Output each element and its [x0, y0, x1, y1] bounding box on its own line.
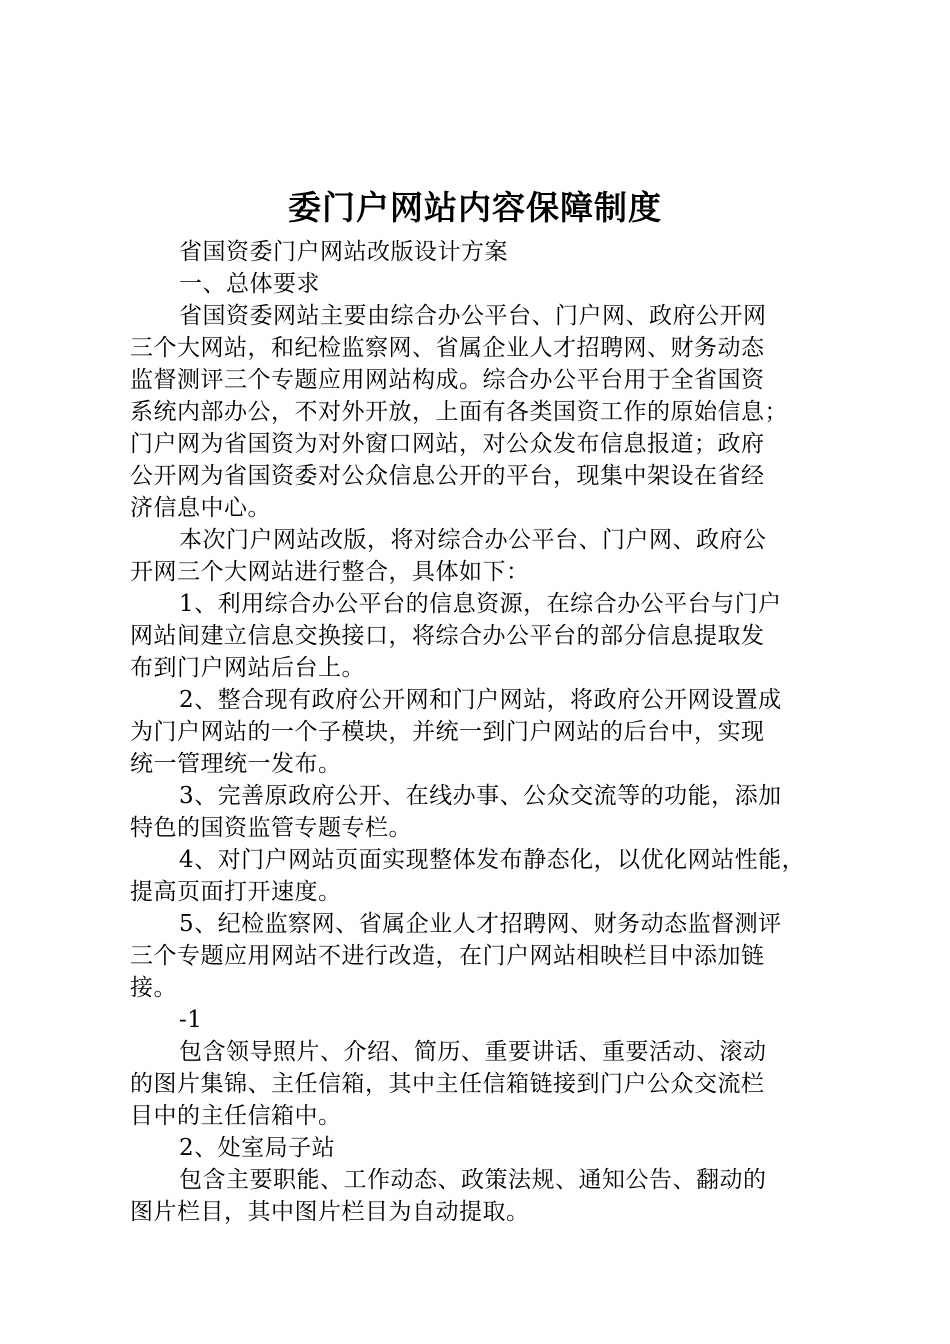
body-line: 目中的主任信箱中。 — [130, 1103, 342, 1129]
body-line: -1 — [179, 1007, 203, 1033]
body-line: 图片栏目，其中图片栏目为自动提取。 — [130, 1199, 530, 1225]
body-line: 门户网为省国资为对外窗口网站，对公众发布信息报道；政府 — [130, 431, 765, 457]
body-line: 提高页面打开速度。 — [130, 879, 342, 905]
body-line: 三个专题应用网站不进行改造，在门户网站相映栏目中添加链 — [130, 943, 765, 969]
body-line: 三个大网站，和纪检监察网、省属企业人才招聘网、财务动态 — [130, 335, 765, 361]
body-line: 2、处室局子站 — [179, 1135, 336, 1161]
body-line: 本次门户网站改版，将对综合办公平台、门户网、政府公 — [179, 527, 767, 553]
body-line: 系统内部办公，不对外开放，上面有各类国资工作的原始信息； — [130, 399, 788, 425]
body-line: 5、纪检监察网、省属企业人才招聘网、财务动态监督测评 — [179, 911, 782, 937]
body-line: 3、完善原政府公开、在线办事、公众交流等的功能，添加 — [179, 783, 782, 809]
body-line: 监督测评三个专题应用网站构成。综合办公平台用于全省国资 — [130, 367, 765, 393]
document-body — [130, 236, 838, 1228]
body-line: 济信息中心。 — [130, 495, 271, 521]
body-line: 接。 — [130, 975, 177, 1001]
body-line: 一、总体要求 — [179, 271, 320, 297]
document-title: 委门户网站内容保障制度 — [288, 188, 662, 227]
body-line: 1、利用综合办公平台的信息资源，在综合办公平台与门户 — [179, 591, 782, 617]
body-line: 开网三个大网站进行整合，具体如下： — [130, 559, 530, 585]
body-line: 省国资委网站主要由综合办公平台、门户网、政府公开网 — [179, 303, 767, 329]
body-line: 为门户网站的一个子模块，并统一到门户网站的后台中，实现 — [130, 719, 765, 745]
body-line: 2、整合现有政府公开网和门户网站，将政府公开网设置成 — [179, 687, 782, 713]
body-line: 4、对门户网站页面实现整体发布静态化，以优化网站性能， — [179, 847, 806, 873]
body-line: 布到门户网站后台上。 — [130, 655, 365, 681]
body-line: 包含主要职能、工作动态、政策法规、通知公告、翻动的 — [179, 1167, 767, 1193]
body-line: 的图片集锦、主任信箱，其中主任信箱链接到门户公众交流栏 — [130, 1071, 765, 1097]
body-line: 网站间建立信息交换接口，将综合办公平台的部分信息提取发 — [130, 623, 765, 649]
body-line: 包含领导照片、介绍、简历、重要讲话、重要活动、滚动 — [179, 1039, 767, 1065]
body-line: 特色的国资监管专题专栏。 — [130, 815, 412, 841]
body-line: 公开网为省国资委对公众信息公开的平台，现集中架设在省经 — [130, 463, 765, 489]
body-line: 统一管理统一发布。 — [130, 751, 342, 777]
body-line: 省国资委门户网站改版设计方案 — [179, 239, 508, 265]
